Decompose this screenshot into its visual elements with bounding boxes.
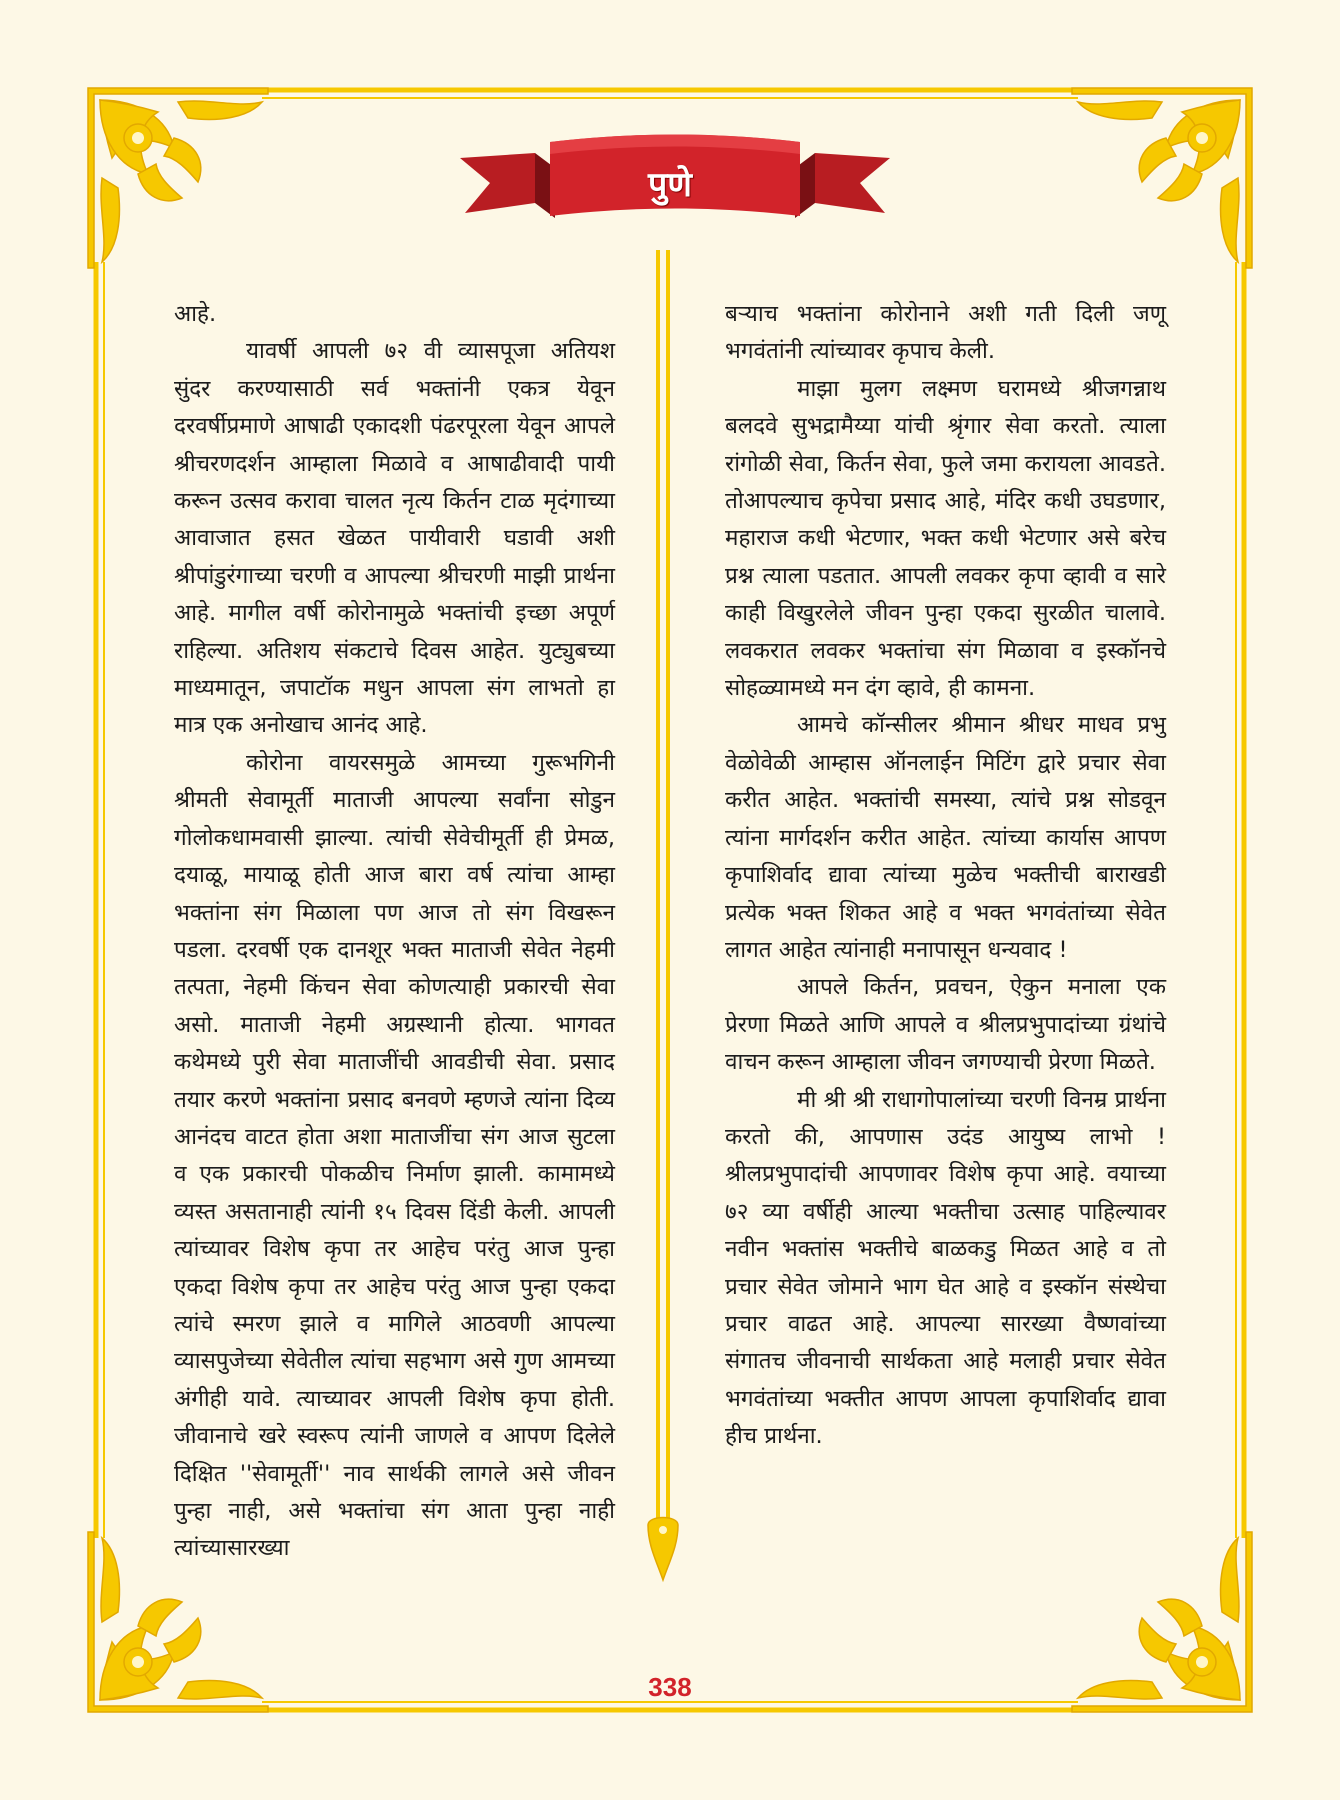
paragraph: कोरोना वायरसमुळे आमच्या गुरूभगिनी श्रीमती सेवामूर्ती माताजी आपल्या सर्वांना सोडुन गोलोकधामवासी झाल्या. त्यांची सेवेचीमूर्ती ही प्रेमळ, दयाळू, मायाळू होती आज बारा वर्ष त्यांचा आम्हा भक्तांना संग मिळाला पण आज तो संग विखरून पडला. दरवर्षी एक दानशूर भक्त माताजी सेवेत नेहमी तत्पता, नेहमी किंचन सेवा कोणत्याही प्रकारची सेवा असो. माताजी नेहमी अग्रस्थानी होत्या. भागवत कथेमध्ये पुरी सेवा माताजींची आवडीची सेवा. प्रसाद तयार करणे भक्तांना प्रसाद बनवणे म्हणजे त्यांना दिव्य आनंदच वाटत होता अशा माताजींचा संग आज सुटला व एक प्रकारची पोकळीच निर्माण झाली. कामामध्ये व्यस्त असतानाही त्यांनी १५ दिवस दिंडी केली. आपली त्यांच्यावर विशेष कृपा तर आहेच परंतु आज पुन्हा एकदा विशेष कृपा तर आहेच परंतु आज पुन्हा एकदा त्यांचे स्मरण झाले व मागिले आठवणी आपल्या व्यासपुजेच्या सेवेतील त्यांचा सहभाग असे गुण आमच्या अंगीही यावे. त्याच्यावर आपली विशेष कृपा होती. जीवानाचे खरे स्वरूप त्यांनी जाणले व आपण दिलेले दिक्षित ''सेवामूर्ती'' नाव सार्थकी लागले असे जीवन पुन्हा नाही, असे भक्तांचा संग आता पुन्हा नाही त्यांच्यासारख्या [174,749,615,1562]
paragraph: आहे. [174,301,217,327]
right-column [725,296,1166,1456]
page-number: 338 [648,1672,692,1702]
column-divider [640,250,686,1600]
left-column [174,296,615,1568]
paragraph: आमचे कॉन्सीलर श्रीमान श्रीधर माधव प्रभु वेळोवेळी आम्हास ऑनलाईन मिटिंग द्वारे प्रचार सेवा करीत आहेत. भक्तांची समस्या, त्यांचे प्रश्न सोडवून त्यांना मार्गदर्शन करीत आहेत. त्यांच्या कार्यास आपण कृपाशिर्वाद द्यावा त्यांच्या मुळेच भक्तीची बाराखडी प्रत्येक भक्त शिकत आहे व भक्त भगवंतांच्या सेवेत लागत आहेत त्यांनाही मनापासून धन्यवाद ! [725,712,1166,963]
section-title: पुणे [648,165,692,205]
paragraph: यावर्षी आपली ७२ वी व्यासपूजा अतियश सुंदर करण्यासाठी सर्व भक्तांनी एकत्र येवून दरवर्षीप्रमाणे आषाढी एकादशी पंढरपूरला येवून आपले श्रीचरणदर्शन आम्हाला मिळावे व आषाढीवादी पायी करून उत्सव करावा चालत नृत्य किर्तन टाळ मृदंगाच्या आवाजात हसत खेळत पायीवारी घडावी अशी श्रीपांडुरंगाच्या चरणी व आपल्या श्रीचरणी माझी प्रार्थना आहे. मागील वर्षी कोरोनामुळे भक्तांची इच्छा अपूर्ण राहिल्या. अतिशय संकटाचे दिवस आहेत. युट्युबच्या माध्यमातून, जपाटॉक मधुन आपला संग लाभतो हा मात्र एक अनोखाच आनंद आहे. [174,338,615,739]
paragraph: मी श्री श्री राधागोपालांच्या चरणी विनम्र प्रार्थना करतो की, आपणास उदंड आयुष्य लाभो ! श्रीलप्रभुपादांची आपणावर विशेष कृपा आहे. वयाच्या ७२ व्या वर्षीही आल्या भक्तीचा उत्साह पाहिल्यावर नवीन भक्तांस भक्तीचे बाळकडु मिळत आहे व तो प्रचार सेवेत जोमाने भाग घेत आहे व इस्कॉन संस्थेचा प्रचार वाढत आहे. आपल्या सारख्या वैष्णवांच्या संगातच जीवनाची सार्थकता आहे मलाही प्रचार सेवेत भगवंतांच्या भक्तीत आपण आपला कृपाशिर्वाद द्यावा हीच प्रार्थना. [725,1086,1166,1450]
paragraph: बऱ्याच भक्तांना कोरोनाने अशी गती दिली जणू भगवंतांनी त्यांच्यावर कृपाच केली. [725,301,1166,365]
paragraph: माझा मुलग लक्ष्मण घरामध्ये श्रीजगन्नाथ बलदवे सुभद्रामैय्या यांची श्रृंगार सेवा करतो. त्याला रांगोळी सेवा, किर्तन सेवा, फुले जमा करायला आवडते. तोआपल्याच कृपेचा प्रसाद आहे, मंदिर कधी उघडणार, महाराज कधी भेटणार, भक्त कधी भेटणार असे बरेच प्रश्न त्याला पडतात. आपली लवकर कृपा व्हावी व सारे काही विखुरलेले जीवन पुन्हा एकदा सुरळीत चालावे. लवकरात लवकर भक्तांचा संग मिळावा व इस्कॉनचे सोहळ्यामध्ये मन दंग व्हावे, ही कामना. [725,375,1166,702]
paragraph: आपले किर्तन, प्रवचन, ऐकुन मनाला एक प्रेरणा मिळते आणि आपले व श्रीलप्रभुपादांच्या ग्रंथांचे वाचन करून आम्हाला जीवन जगण्याची प्रेरणा मिळते. [725,974,1166,1076]
